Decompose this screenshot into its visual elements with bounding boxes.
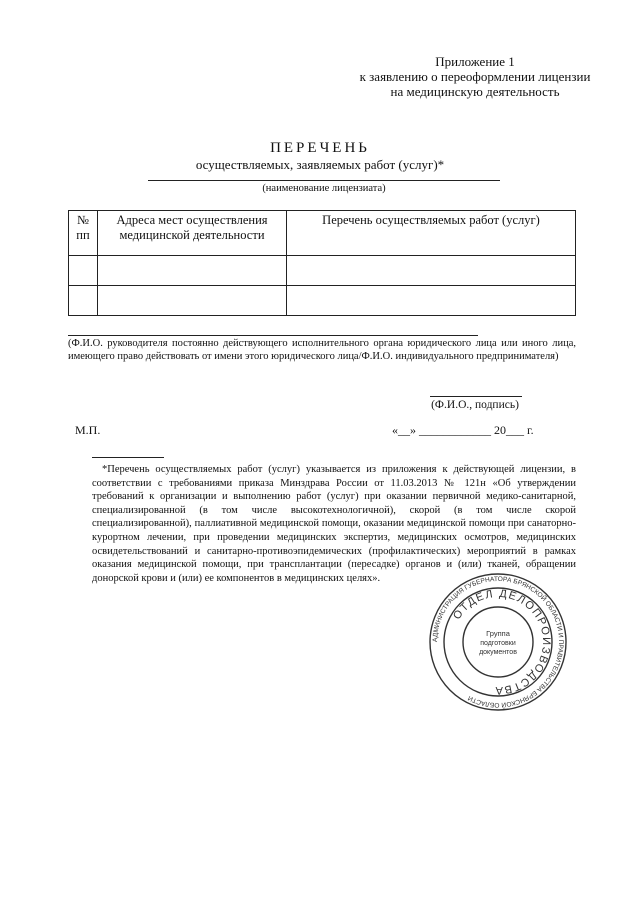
footnote-separator: [92, 457, 164, 458]
stamp-center-line-3: документов: [479, 649, 517, 656]
table-cell: [287, 256, 576, 286]
table-row: [69, 286, 576, 316]
header-addresses: Адреса мест осуществления медицинской деятельности: [98, 211, 287, 256]
document-subtitle: осуществляемых, заявляемых работ (услуг)*: [195, 157, 445, 172]
header-works: Перечень осуществляемых работ (услуг): [287, 211, 576, 256]
signature-caption: (Ф.И.О., подпись): [431, 399, 519, 411]
licensee-name-line: [148, 180, 500, 181]
appendix-line-2: к заявлению о переоформлении лицензии: [359, 69, 591, 84]
stamp-center-line-2: подготовки: [480, 640, 516, 647]
signature-line: [430, 396, 522, 397]
seal-place-label: М.П.: [75, 423, 101, 437]
table-cell: [98, 286, 287, 316]
footnote-text: *Перечень осуществляемых работ (услуг) указывается из приложения к действующей лицензии, в соответствии с требованиями приказа Минздрава России от 11.03.2013 № 121н «Об утверждении требований к организации и выполнению работ (услуг) при оказании первичной медико-санитарной, специализированной (в том числе высокотехнологичной), скорой (в том числе скорой специализированной), паллиативной медицинской помощи, оказании медицинской помощи при санаторно-курортном лечении, при проведении медицинских экспертиз, медицинских осмотров, медицинских освидетельствований и санитарно-противоэпидемических (профилактических) мероприятий в рамках оказания медицинской помощи, при трансплантации (пересадке) органов и (или) тканей, обращении донорской крови и (или) ее компонентов в медицинских целях».: [92, 464, 576, 584]
document-title: ПЕРЕЧЕНЬ: [270, 140, 370, 156]
stamp-dept-text: ОТДЕЛ ДЕЛОПРОИЗВОДСТВА: [450, 587, 553, 697]
table-cell: [69, 286, 98, 316]
head-fio-caption: (Ф.И.О. руководителя постоянно действующего исполнительного органа юридического лица или иного лица, имеющего право действовать от имени этого юридического лица/Ф.И.О. индивидуального предпринимателя): [68, 338, 576, 362]
header-number: № пп: [69, 211, 98, 256]
official-stamp: [428, 572, 568, 712]
appendix-line-3: на медицинскую деятельность: [390, 84, 560, 99]
head-fio-line: [68, 335, 478, 336]
table-cell: [69, 256, 98, 286]
works-table: [68, 210, 576, 316]
table-cell: [287, 286, 576, 316]
licensee-name-caption: (наименование лицензиата): [262, 183, 386, 194]
date-field: «__» ____________ 20___ г.: [392, 423, 534, 437]
appendix-line-1: Приложение 1: [435, 54, 515, 69]
table-header-row: [69, 211, 576, 256]
stamp-outer-text: АДМИНИСТРАЦИЯ ГУБЕРНАТОРА БРЯНСКОЙ ОБЛАСТИ И ПРАВИТЕЛЬСТВА БРЯНСКОЙ ОБЛАСТИ: [431, 575, 565, 709]
stamp-center-line-1: Группа: [486, 629, 510, 638]
table-row: [69, 256, 576, 286]
table-cell: [98, 256, 287, 286]
appendix-header: [330, 54, 620, 99]
